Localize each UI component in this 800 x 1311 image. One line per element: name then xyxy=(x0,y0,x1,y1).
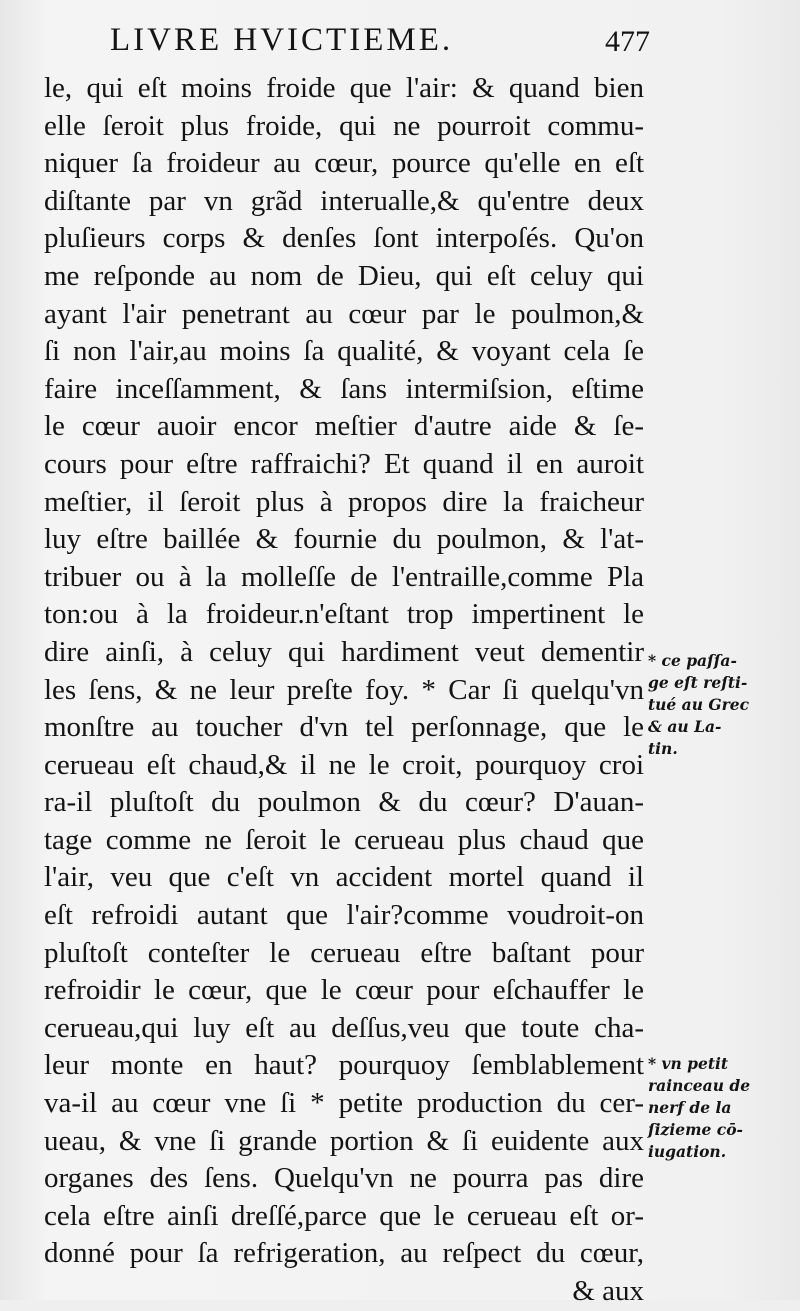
text-line: ton:ou à la froideur.n'eſtant trop impertinent le xyxy=(44,598,644,631)
text-line: cerueau eſt chaud,& il ne le croit, pourquoy croi xyxy=(44,748,644,781)
text-line: organes des ſens. Quelqu'vn ne pourra pas dire xyxy=(44,1162,644,1195)
text-line: meſtier, il ſeroit plus à propos dire la fraicheur xyxy=(44,485,644,518)
marginal-note-line: iugation. xyxy=(648,1142,727,1161)
text-line: niquer ſa froideur au cœur, pource qu'elle en eſt xyxy=(44,147,644,180)
text-line: diſtante par vn grãd interualle,& qu'entre deux xyxy=(44,184,644,217)
marginal-note-line: * ce paſſa- xyxy=(648,651,737,670)
catchword: & aux xyxy=(572,1275,644,1307)
text-line: ueau, & vne ſi grande portion & ſi euidente aux xyxy=(44,1124,644,1157)
text-line: monſtre au toucher d'vn tel perſonnage, que le xyxy=(44,711,644,744)
marginal-note-line: ge eſt reſti- xyxy=(648,673,748,692)
text-line: les ſens, & ne leur preſte foy. * Car ſi quelqu'vn xyxy=(44,673,644,706)
marginal-note-nerve xyxy=(648,1053,750,1163)
text-line: cours pour eſtre raffraichi? Et quand il en auroit xyxy=(44,447,644,480)
marginal-note-restitution xyxy=(648,650,749,760)
text-line: faire inceſſamment, & ſans intermiſsion, eſtime xyxy=(44,372,644,405)
text-line: l'air, veu que c'eſt vn accident mortel quand il xyxy=(44,861,644,894)
text-line: le cœur auoir encor meſtier d'autre aide & ſe- xyxy=(44,410,644,443)
marginal-note-line: rainceau de xyxy=(648,1076,751,1095)
text-line: ra-il pluſtoſt du poulmon & du cœur? D'auan- xyxy=(44,786,644,819)
marginal-note-line: & au La- xyxy=(648,717,722,736)
text-line: me reſponde au nom de Dieu, qui eſt celuy qui xyxy=(44,259,644,292)
text-line: tribuer ou à la molleſſe de l'entraille,comme Pla xyxy=(44,560,644,593)
text-line: cela eſtre ainſi dreſſé,parce que le cerueau eſt or- xyxy=(44,1199,644,1232)
text-line: le, qui eſt moins froide que l'air: & quand bien xyxy=(44,72,644,104)
running-title: LIVRE HVICTIEME. xyxy=(110,22,454,58)
text-line: ayant l'air penetrant au cœur par le poulmon,& xyxy=(44,297,644,330)
text-line: dire ainſi, à celuy qui hardiment veut dementir xyxy=(44,635,644,668)
text-line: refroidir le cœur, que le cœur pour eſchauffer le xyxy=(44,974,644,1007)
text-line: pluſtoſt conteſter le cerueau eſtre baſtant pour xyxy=(44,936,644,969)
text-line: tage comme ne ſeroit le cerueau plus chaud que xyxy=(44,823,644,856)
text-line: elle ſeroit plus froide, qui ne pourroit commu- xyxy=(44,109,644,142)
text-line: luy eſtre baillée & fournie du poulmon, & l'at- xyxy=(44,523,644,556)
text-line: ſi non l'air,au moins ſa qualité, & voyant cela ſe xyxy=(44,335,644,368)
text-line: donné pour ſa refrigeration, au reſpect du cœur, xyxy=(44,1237,644,1270)
text-line: cerueau,qui luy eſt au deſſus,veu que toute cha- xyxy=(44,1011,644,1044)
marginal-note-line: tué au Grec xyxy=(648,695,750,714)
marginal-note-line: * vn petit xyxy=(648,1054,729,1073)
body-text xyxy=(44,70,644,1311)
marginal-note-line: ſizieme cō- xyxy=(648,1120,743,1139)
page-header xyxy=(110,18,650,62)
marginal-note-line: nerf de la xyxy=(648,1098,732,1117)
marginal-note-line: tin. xyxy=(648,739,678,758)
text-line: va-il au cœur vne ſi * petite production du cer- xyxy=(44,1087,644,1120)
page-number: 477 xyxy=(605,25,650,58)
text-line: eſt refroidi autant que l'air?comme voudroit-on xyxy=(44,899,644,932)
text-line: leur monte en haut? pourquoy ſemblablement xyxy=(44,1049,644,1082)
text-line: pluſieurs corps & denſes ſont interpoſés. Qu'on xyxy=(44,222,644,255)
